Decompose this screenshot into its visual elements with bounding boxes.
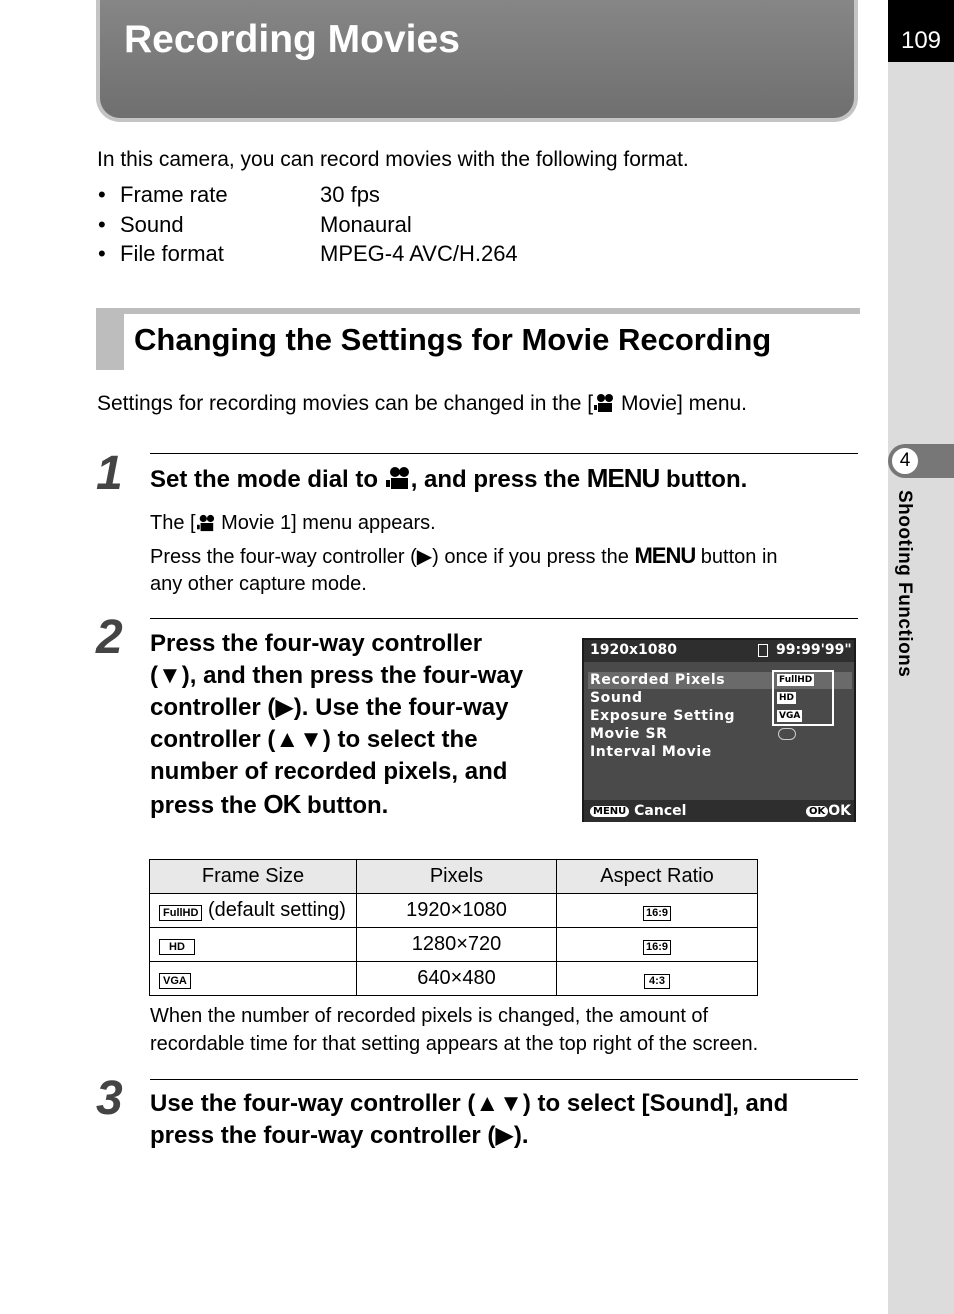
vga-icon: VGA [159,973,191,989]
step-text: any other capture mode. [150,573,367,595]
table-row: FullHD (default setting) 1920×1080 16:9 [150,894,758,928]
step-divider [150,618,858,619]
column-header: Pixels [357,860,557,894]
aspect-ratio-icon: 4:3 [644,974,670,989]
list-item: • Frame rate 30 fps [98,182,380,207]
step-divider [150,453,858,454]
recorded-pixels-table [149,859,758,996]
menu-item-sound: Sound [590,690,643,706]
movie-mode-icon [385,466,411,490]
step-heading: Press the four-way controller (▼), and then press the four-way controller (▶). Use the four-way controller (▲▼) to select the number of recorded pixels, and press the OK button. [150,630,524,819]
list-item: • Sound Monaural [98,211,412,237]
page-number: 109 [888,0,954,62]
camera-screen [582,638,856,822]
step-divider [150,1079,858,1080]
chapter-label: Shooting Functions [894,490,915,678]
step-number: 3 [96,1072,123,1125]
aspect-ratio-icon: 16:9 [643,906,671,921]
resolution-readout: 1920x1080 [590,642,677,658]
list-item: • File format MPEG-4 AVC/H.264 [98,241,518,266]
chapter-number: 4 [890,446,920,476]
menu-item-movie-sr: Movie SR [590,726,668,742]
menu-item-exposure-setting: Exposure Setting [590,708,736,724]
step-text: The [ Movie 1] menu appears. [150,512,436,534]
ok-pill-icon: OK [806,806,828,817]
table-row: VGA 640×480 4:3 [150,962,758,996]
vga-icon: VGA [779,711,801,721]
intro-text: In this camera, you can record movies with the following format. [97,148,689,171]
menu-item-recorded-pixels: Recorded Pixels [590,672,726,688]
hd-icon: HD [779,693,795,703]
hd-icon: HD [159,939,195,955]
page-title: Recording Movies [124,18,460,61]
ok-button-label: OK [263,789,301,819]
table-row: HD 1280×720 16:9 [150,928,758,962]
fullhd-icon: FullHD [779,675,813,685]
menu-pill-icon: MENU [590,806,629,817]
step-number: 1 [96,447,123,500]
cancel-label: Cancel [634,803,687,819]
menu-item-interval-movie: Interval Movie [590,744,712,760]
table-header-row [150,860,758,894]
step-number: 2 [96,611,123,664]
aspect-ratio-icon: 16:9 [643,940,671,955]
shake-reduction-icon [778,728,796,740]
recordable-time: 99:99'99" [776,642,852,658]
table-note: When the number of recorded pixels is changed, the amount of [150,1005,709,1027]
section-heading: Changing the Settings for Movie Recording [96,308,860,370]
movie-icon [196,514,216,532]
step-heading: Use the four-way controller (▲▼) to select [Sound], and press the four-way controller (▶). [150,1090,789,1149]
menu-button-label: MENU [586,463,660,493]
column-header: Frame Size [150,860,357,894]
fullhd-icon: FullHD [159,905,202,921]
card-icon [758,644,768,657]
step-text: Press the four-way controller (▶) once if you press the MENU button in [150,543,778,568]
table-note: recordable time for that setting appears at the top right of the screen. [150,1033,759,1055]
section-text: Settings for recording movies can be changed in the [ Movie] menu. [97,392,748,415]
movie-icon [593,393,615,413]
format-list [98,182,518,271]
ok-label: OK [828,803,851,819]
column-header: Aspect Ratio [557,860,758,894]
step-heading: Set the mode dial to , and press the MENU button. [150,463,748,493]
